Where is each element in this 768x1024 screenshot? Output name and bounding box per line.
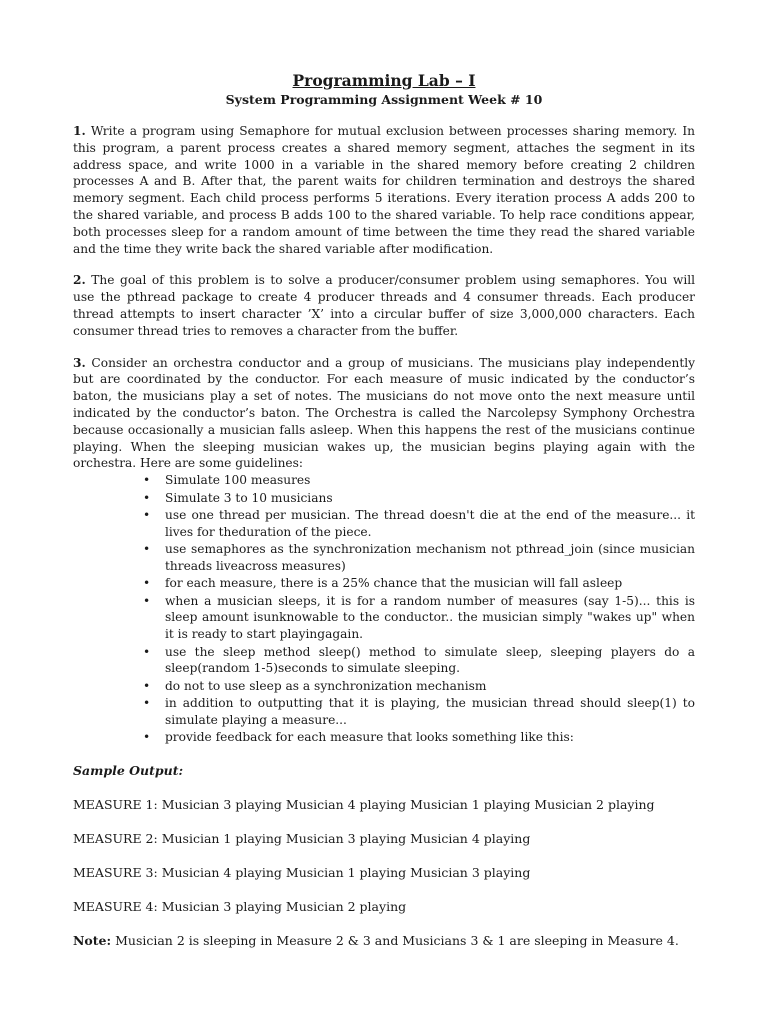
list-item xyxy=(143,575,695,592)
list-item-text: for each measure, there is a 25% chance that the musician will fall asleep xyxy=(165,576,623,591)
problem-1 xyxy=(73,123,695,257)
list-item-text: use semaphores as the synchronization mechanism not pthread_join (since musician threads liveacross measures) xyxy=(165,542,695,573)
bullet-icon: • xyxy=(143,542,151,557)
sample-output-line: MEASURE 3: Musician 4 playing Musician 1 playing Musician 3 playing xyxy=(73,865,531,881)
bullet-icon: • xyxy=(143,644,151,659)
list-item xyxy=(143,507,695,541)
list-item xyxy=(143,490,695,507)
problem-2 xyxy=(73,272,695,339)
bullet-icon: • xyxy=(143,678,151,693)
list-item xyxy=(143,729,695,746)
problem-text: Consider an orchestra conductor and a group of musicians. The musicians play independently but are coordinated by the conductor. For each measure of music indicated by the conductor’s baton, the musicians play a set of notes. The musicians do not move onto the next measure until indicated by the conductor’s baton. The Orchestra is called the Narcolepsy Symphony Orchestra because occasionally a musician falls asleep. When this happens the rest of the musicians continue playing. When the sleeping musician wakes up, the musician begins playing again with the orchestra. Here are some guidelines: xyxy=(73,355,696,471)
guidelines-list xyxy=(73,472,695,746)
list-item-text: Simulate 3 to 10 musicians xyxy=(165,490,333,505)
note xyxy=(73,933,695,949)
problem-number: 1. xyxy=(73,124,86,138)
bullet-icon: • xyxy=(143,490,151,505)
bullet-icon: • xyxy=(143,576,151,591)
bullet-icon: • xyxy=(143,696,151,711)
problem-text: Write a program using Semaphore for mutual exclusion between processes sharing memory. In this program, a parent process creates a shared memory segment, attaches the segment in its address space, and write 1000 in a variable in the shared memory before creating 2 children processes A and B. After that, the parent waits for children termination and destroys the shared memory segment. Each child process performs 5 iterations. Every iteration process A adds 200 to the shared variable, and process B adds 100 to the shared variable. To help race conditions appear, both processes sleep for a random amount of time between the time they read the shared variable and the time they write back the shared variable after modification. xyxy=(73,124,696,256)
bullet-icon: • xyxy=(143,730,151,745)
sample-output-heading: Sample Output: xyxy=(73,763,184,779)
bullet-icon: • xyxy=(143,507,151,522)
list-item-text: Simulate 100 measures xyxy=(165,473,311,488)
list-item-text: provide feedback for each measure that looks something like this: xyxy=(165,730,574,745)
page-title: Programming Lab – I xyxy=(292,71,476,90)
problem-number: 2. xyxy=(73,273,86,288)
list-item xyxy=(143,678,695,695)
problem-number: 3. xyxy=(73,355,86,370)
list-item-text: do not to use sleep as a synchronization mechanism xyxy=(165,678,487,693)
bullet-icon: • xyxy=(143,473,151,488)
list-item xyxy=(143,644,695,678)
page-subtitle: System Programming Assignment Week # 10 xyxy=(225,92,543,107)
sample-output-line: MEASURE 2: Musician 1 playing Musician 3 playing Musician 4 playing xyxy=(73,831,531,847)
sample-output-line: MEASURE 1: Musician 3 playing Musician 4 playing Musician 1 playing Musician 2 playing xyxy=(73,797,655,813)
list-item-text: when a musician sleeps, it is for a random number of measures (say 1-5)... this is sleep amount isunknowable to the conductor.. the musician simply "wakes up" when it is ready to start playingagain. xyxy=(165,593,695,642)
list-item xyxy=(143,541,695,575)
list-item xyxy=(143,472,695,489)
problem-3 xyxy=(73,355,695,473)
note-label: Note: xyxy=(73,933,112,949)
list-item-text: use the sleep method sleep() method to simulate sleep, sleeping players do a sleep(random 1-5)seconds to simulate sleeping. xyxy=(165,644,695,676)
note-text: Musician 2 is sleeping in Measure 2 & 3 and Musicians 3 & 1 are sleeping in Measure 4. xyxy=(115,933,679,949)
list-item xyxy=(143,593,695,643)
problem-text: The goal of this problem is to solve a producer/consumer problem using semaphores. You will use the pthread package to create 4 producer threads and 4 consumer threads. Each producer thread attempts to insert character ’X’ into a circular buffer of size 3,000,000 characters. Each consumer thread tries to removes a character from the buffer. xyxy=(73,273,696,338)
list-item-text: in addition to outputting that it is playing, the musician thread should sleep(1) to simulate playing a measure... xyxy=(165,696,695,728)
list-item xyxy=(143,695,695,729)
list-item-text: use one thread per musician. The thread doesn't die at the end of the measure... it lives for theduration of the piece. xyxy=(165,507,695,539)
bullet-icon: • xyxy=(143,593,151,608)
sample-output-line: MEASURE 4: Musician 3 playing Musician 2 playing xyxy=(73,899,407,915)
